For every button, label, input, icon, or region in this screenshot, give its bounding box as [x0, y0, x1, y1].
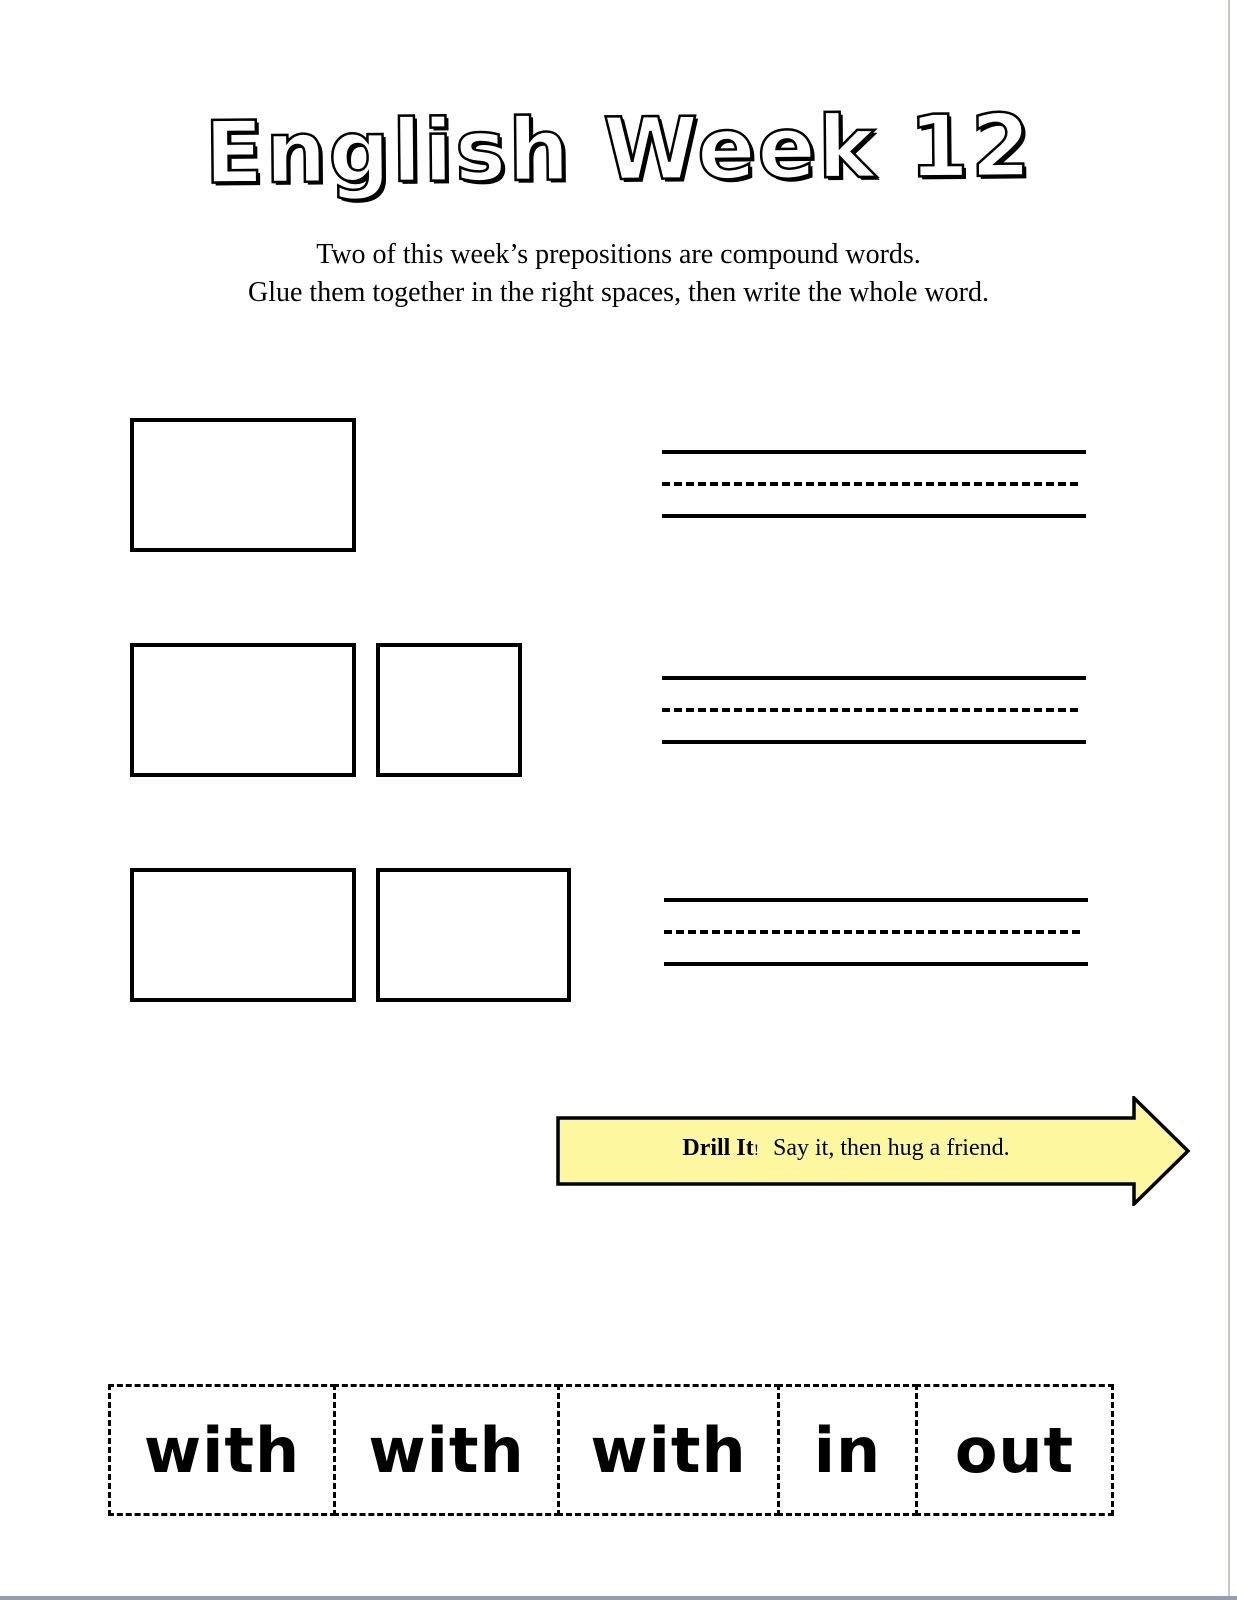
word-card[interactable]: with [557, 1384, 780, 1516]
writing-line-top [664, 898, 1088, 902]
writing-line-bottom [662, 514, 1086, 518]
glue-box-row3-a[interactable] [130, 868, 356, 1002]
drill-label: Drill It [682, 1135, 754, 1161]
instructions [0, 236, 1237, 312]
writing-line-top [662, 450, 1086, 454]
page-title: English Week 12 [204, 96, 1033, 204]
writing-line-dashed [662, 708, 1078, 712]
writing-line-dashed [662, 482, 1078, 486]
word-card[interactable]: with [108, 1384, 336, 1516]
glue-box-row3-b[interactable] [376, 868, 571, 1002]
writing-line-dashed [664, 930, 1080, 934]
drill-text: Say it, then hug a friend. [773, 1135, 1010, 1161]
glue-box-row2-b[interactable] [376, 643, 522, 777]
word-card[interactable]: with [333, 1384, 560, 1516]
writing-lines-row1[interactable] [662, 450, 1086, 522]
word-card[interactable]: out [915, 1384, 1114, 1516]
word-card[interactable]: in [777, 1384, 918, 1516]
instruction-line-2: Glue them together in the right spaces, then write the whole word. [247, 277, 989, 308]
drill-exclamation: ! [753, 1142, 760, 1159]
drill-instruction [556, 1130, 1136, 1169]
glue-box-row1-a[interactable] [130, 418, 356, 552]
glue-box-row2-a[interactable] [130, 643, 356, 777]
writing-lines-row3[interactable] [664, 898, 1088, 970]
instruction-line-1: Two of this week’s prepositions are compound words. [316, 239, 921, 270]
word-card-strip [108, 1384, 1114, 1516]
writing-lines-row2[interactable] [662, 676, 1086, 748]
writing-line-bottom [662, 740, 1086, 744]
writing-line-bottom [664, 962, 1088, 966]
page-border-bottom [0, 1596, 1237, 1600]
writing-line-top [662, 676, 1086, 680]
